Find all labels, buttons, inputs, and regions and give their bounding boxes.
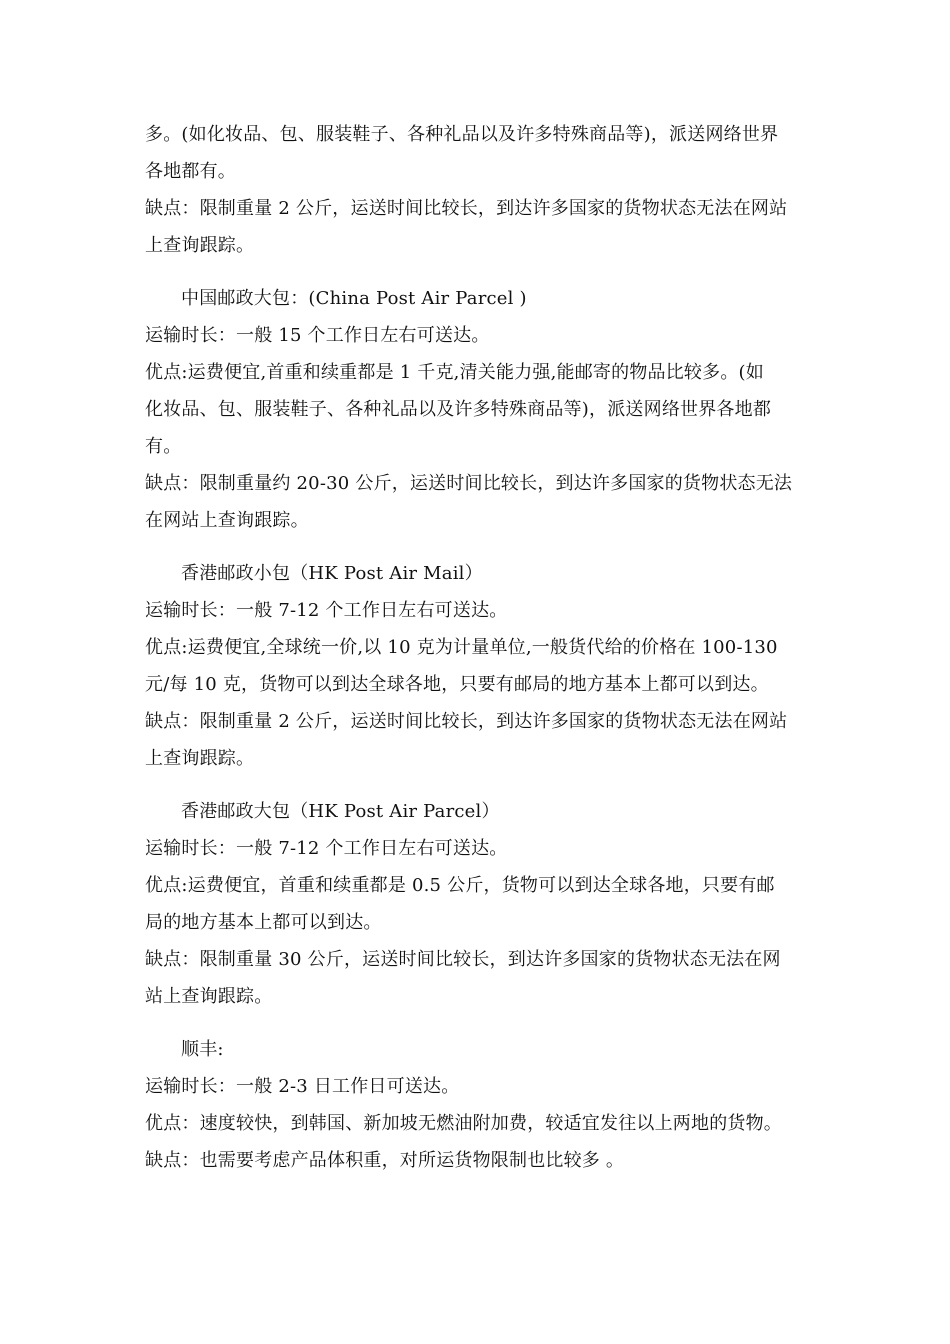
text-line: 优点:运费便宜,全球统一价,以 10 克为计量单位,一般货代给的价格在 100-130	[145, 637, 778, 658]
section-hk-post-air-parcel	[145, 793, 810, 1015]
section-continuation	[145, 116, 810, 264]
text-line: 多。(如化妆品、包、服装鞋子、各种礼品以及许多特殊商品等)，派送网络世界	[145, 124, 779, 145]
section-gap	[145, 264, 810, 280]
text-line: 缺点：限制重量 2 公斤，运送时间比较长，到达许多国家的货物状态无法在网站	[145, 198, 788, 219]
section-china-post-air-parcel	[145, 280, 810, 539]
text-line: 缺点：也需要考虑产品体积重，对所运货物限制也比较多 。	[145, 1150, 625, 1171]
text-line: 局的地方基本上都可以到达。	[145, 912, 382, 933]
section-gap	[145, 777, 810, 793]
text-line: 优点:运费便宜，首重和续重都是 0.5 公斤，货物可以到达全球各地，只要有邮	[145, 875, 775, 896]
text-line: 缺点：限制重量 30 公斤，运送时间比较长，到达许多国家的货物状态无法在网	[145, 949, 781, 970]
text-line: 元/每 10 克，货物可以到达全球各地，只要有邮局的地方基本上都可以到达。	[145, 674, 769, 695]
text-line: 缺点：限制重量 2 公斤，运送时间比较长，到达许多国家的货物状态无法在网站	[145, 711, 788, 732]
text-line: 有。	[145, 436, 182, 457]
text-line: 各地都有。	[145, 161, 236, 182]
section-heading: 香港邮政小包（HK Post Air Mail）	[181, 563, 483, 584]
document-page	[145, 116, 810, 1179]
section-heading: 香港邮政大包（HK Post Air Parcel）	[181, 801, 500, 822]
section-gap	[145, 1015, 810, 1031]
section-heading: 顺丰:	[181, 1039, 224, 1060]
text-line: 优点：速度较快，到韩国、新加坡无燃油附加费，较适宜发往以上两地的货物。	[145, 1113, 782, 1134]
text-line: 缺点：限制重量约 20-30 公斤，运送时间比较长，到达许多国家的货物状态无法	[145, 473, 793, 494]
text-line: 运输时长：一般 2-3 日工作日可送达。	[145, 1076, 460, 1097]
section-hk-post-air-mail	[145, 555, 810, 777]
text-line: 化妆品、包、服装鞋子、各种礼品以及许多特殊商品等)，派送网络世界各地都	[145, 399, 772, 420]
text-line: 运输时长：一般 15 个工作日左右可送达。	[145, 325, 490, 346]
text-line: 站上查询跟踪。	[145, 986, 273, 1007]
text-line: 在网站上查询跟踪。	[145, 510, 309, 531]
text-line: 运输时长：一般 7-12 个工作日左右可送达。	[145, 838, 508, 859]
text-line: 上查询跟踪。	[145, 235, 255, 256]
text-line: 优点:运费便宜,首重和续重都是 1 千克,清关能力强,能邮寄的物品比较多。(如	[145, 362, 764, 383]
text-line: 上查询跟踪。	[145, 748, 255, 769]
section-heading: 中国邮政大包：(China Post Air Parcel )	[181, 288, 527, 309]
text-line: 运输时长：一般 7-12 个工作日左右可送达。	[145, 600, 508, 621]
section-gap	[145, 539, 810, 555]
section-sf-express	[145, 1031, 810, 1179]
